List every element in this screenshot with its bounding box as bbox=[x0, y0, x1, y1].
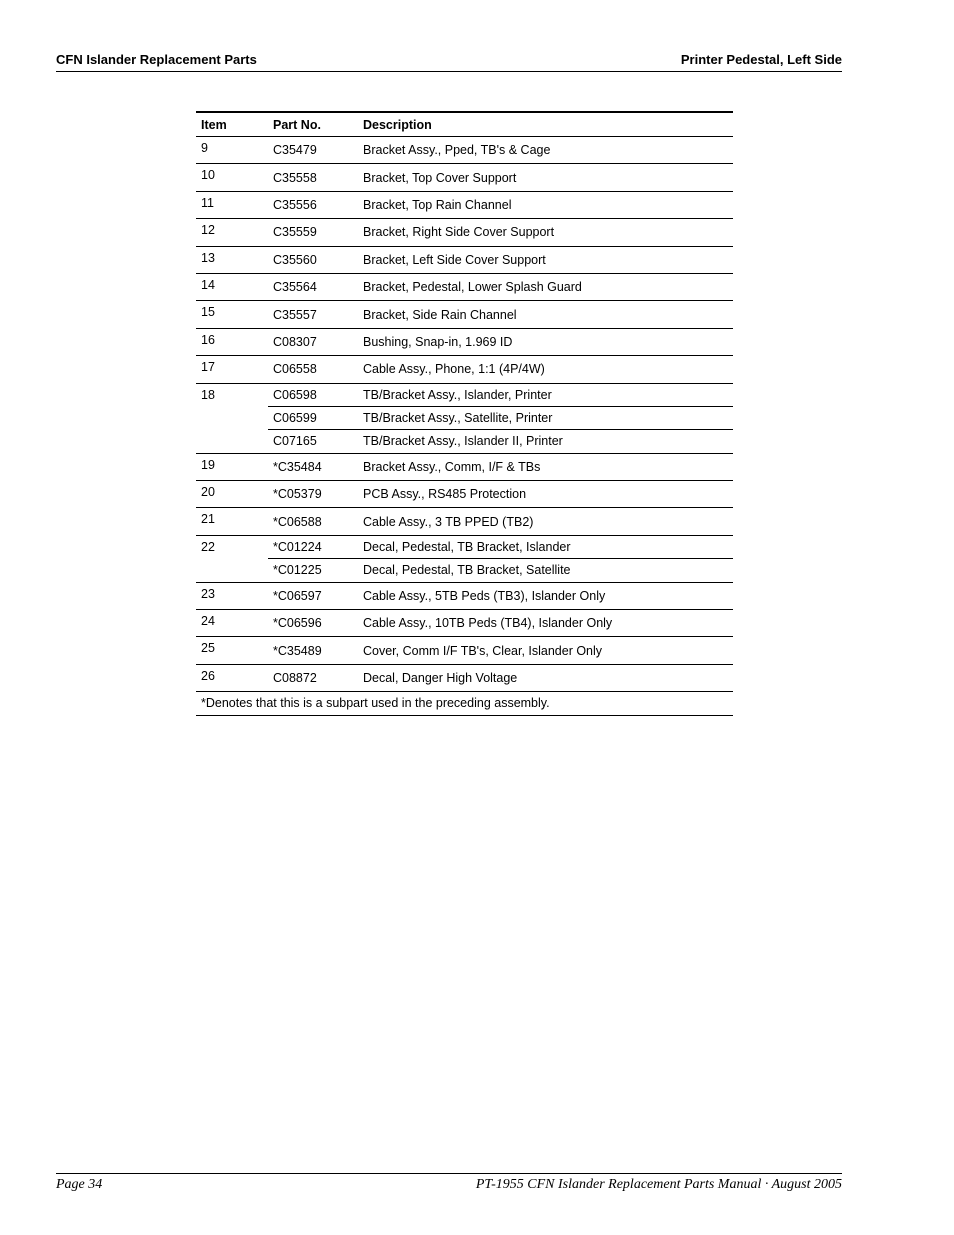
header-right-title: Printer Pedestal, Left Side bbox=[680, 52, 842, 67]
part-description: Decal, Danger High Voltage bbox=[358, 664, 733, 691]
part-description: Cable Assy., Phone, 1:1 (4P/4W) bbox=[358, 356, 733, 383]
item-number: 21 bbox=[196, 508, 268, 535]
table-row bbox=[196, 582, 733, 609]
column-header-part-no: Part No. bbox=[268, 112, 358, 137]
table-row bbox=[196, 246, 733, 273]
table-row bbox=[196, 481, 733, 508]
part-number: C06598 bbox=[268, 383, 358, 406]
item-number: 22 bbox=[196, 535, 268, 582]
part-number: C35479 bbox=[268, 137, 358, 164]
item-number: 9 bbox=[196, 137, 268, 164]
table-row bbox=[196, 610, 733, 637]
item-number: 12 bbox=[196, 219, 268, 246]
item-number: 19 bbox=[196, 453, 268, 480]
table-row bbox=[196, 430, 733, 453]
item-number: 17 bbox=[196, 356, 268, 383]
part-number: *C05379 bbox=[268, 481, 358, 508]
table-row bbox=[196, 164, 733, 191]
part-number: C06558 bbox=[268, 356, 358, 383]
part-number: *C35489 bbox=[268, 637, 358, 664]
item-number: 24 bbox=[196, 610, 268, 637]
part-number: C08872 bbox=[268, 664, 358, 691]
item-number: 16 bbox=[196, 328, 268, 355]
table-row bbox=[196, 508, 733, 535]
part-description: TB/Bracket Assy., Satellite, Printer bbox=[358, 406, 733, 429]
part-description: Bracket Assy., Comm, I/F & TBs bbox=[358, 453, 733, 480]
table-row bbox=[196, 219, 733, 246]
part-description: Cable Assy., 3 TB PPED (TB2) bbox=[358, 508, 733, 535]
page-header bbox=[56, 51, 842, 72]
part-description: PCB Assy., RS485 Protection bbox=[358, 481, 733, 508]
part-number: C35557 bbox=[268, 301, 358, 328]
part-number: *C01225 bbox=[268, 559, 358, 582]
part-number: C35559 bbox=[268, 219, 358, 246]
part-number: *C35484 bbox=[268, 453, 358, 480]
part-description: Bracket Assy., Pped, TB's & Cage bbox=[358, 137, 733, 164]
table-row bbox=[196, 301, 733, 328]
table-row bbox=[196, 664, 733, 691]
table-row bbox=[196, 273, 733, 300]
part-number: C35558 bbox=[268, 164, 358, 191]
table-row bbox=[196, 328, 733, 355]
part-description: Decal, Pedestal, TB Bracket, Satellite bbox=[358, 559, 733, 582]
item-number: 14 bbox=[196, 273, 268, 300]
part-description: TB/Bracket Assy., Islander, Printer bbox=[358, 383, 733, 406]
part-description: Cable Assy., 10TB Peds (TB4), Islander Only bbox=[358, 610, 733, 637]
part-number: C06599 bbox=[268, 406, 358, 429]
item-number: 10 bbox=[196, 164, 268, 191]
header-left-title: CFN Islander Replacement Parts bbox=[56, 52, 257, 67]
part-description: Bracket, Right Side Cover Support bbox=[358, 219, 733, 246]
part-description: Bushing, Snap-in, 1.969 ID bbox=[358, 328, 733, 355]
table-header-row bbox=[196, 112, 733, 137]
part-description: TB/Bracket Assy., Islander II, Printer bbox=[358, 430, 733, 453]
page-footer bbox=[56, 1173, 842, 1198]
table-row bbox=[196, 356, 733, 383]
part-description: Cable Assy., 5TB Peds (TB3), Islander Only bbox=[358, 582, 733, 609]
item-number: 13 bbox=[196, 246, 268, 273]
part-description: Cover, Comm I/F TB's, Clear, Islander Only bbox=[358, 637, 733, 664]
item-number: 15 bbox=[196, 301, 268, 328]
item-number: 11 bbox=[196, 191, 268, 218]
part-number: C35560 bbox=[268, 246, 358, 273]
part-description: Decal, Pedestal, TB Bracket, Islander bbox=[358, 535, 733, 558]
manual-title: PT-1955 CFN Islander Replacement Parts Manual · August 2005 bbox=[475, 1177, 842, 1192]
part-number: *C06597 bbox=[268, 582, 358, 609]
table-row bbox=[196, 535, 733, 558]
part-description: Bracket, Top Rain Channel bbox=[358, 191, 733, 218]
part-number: *C06596 bbox=[268, 610, 358, 637]
page-number: Page 34 bbox=[56, 1177, 103, 1192]
item-number: 18 bbox=[196, 383, 268, 453]
table-row bbox=[196, 137, 733, 164]
table-row bbox=[196, 637, 733, 664]
part-number: C08307 bbox=[268, 328, 358, 355]
column-header-item: Item bbox=[196, 112, 268, 137]
table-note-row bbox=[196, 692, 733, 715]
item-number: 25 bbox=[196, 637, 268, 664]
part-description: Bracket, Side Rain Channel bbox=[358, 301, 733, 328]
part-description: Bracket, Top Cover Support bbox=[358, 164, 733, 191]
subpart-note: *Denotes that this is a subpart used in the preceding assembly. bbox=[196, 692, 733, 715]
item-number: 23 bbox=[196, 582, 268, 609]
table-row bbox=[196, 191, 733, 218]
part-description: Bracket, Pedestal, Lower Splash Guard bbox=[358, 273, 733, 300]
parts-table bbox=[196, 111, 733, 716]
part-number: C35556 bbox=[268, 191, 358, 218]
table-row bbox=[196, 559, 733, 582]
item-number: 26 bbox=[196, 664, 268, 691]
table-row bbox=[196, 406, 733, 429]
part-number: C07165 bbox=[268, 430, 358, 453]
part-number: *C01224 bbox=[268, 535, 358, 558]
table-row bbox=[196, 383, 733, 406]
table-row bbox=[196, 453, 733, 480]
part-description: Bracket, Left Side Cover Support bbox=[358, 246, 733, 273]
parts-table-body bbox=[196, 137, 733, 692]
part-number: C35564 bbox=[268, 273, 358, 300]
part-number: *C06588 bbox=[268, 508, 358, 535]
column-header-description: Description bbox=[358, 112, 733, 137]
item-number: 20 bbox=[196, 481, 268, 508]
